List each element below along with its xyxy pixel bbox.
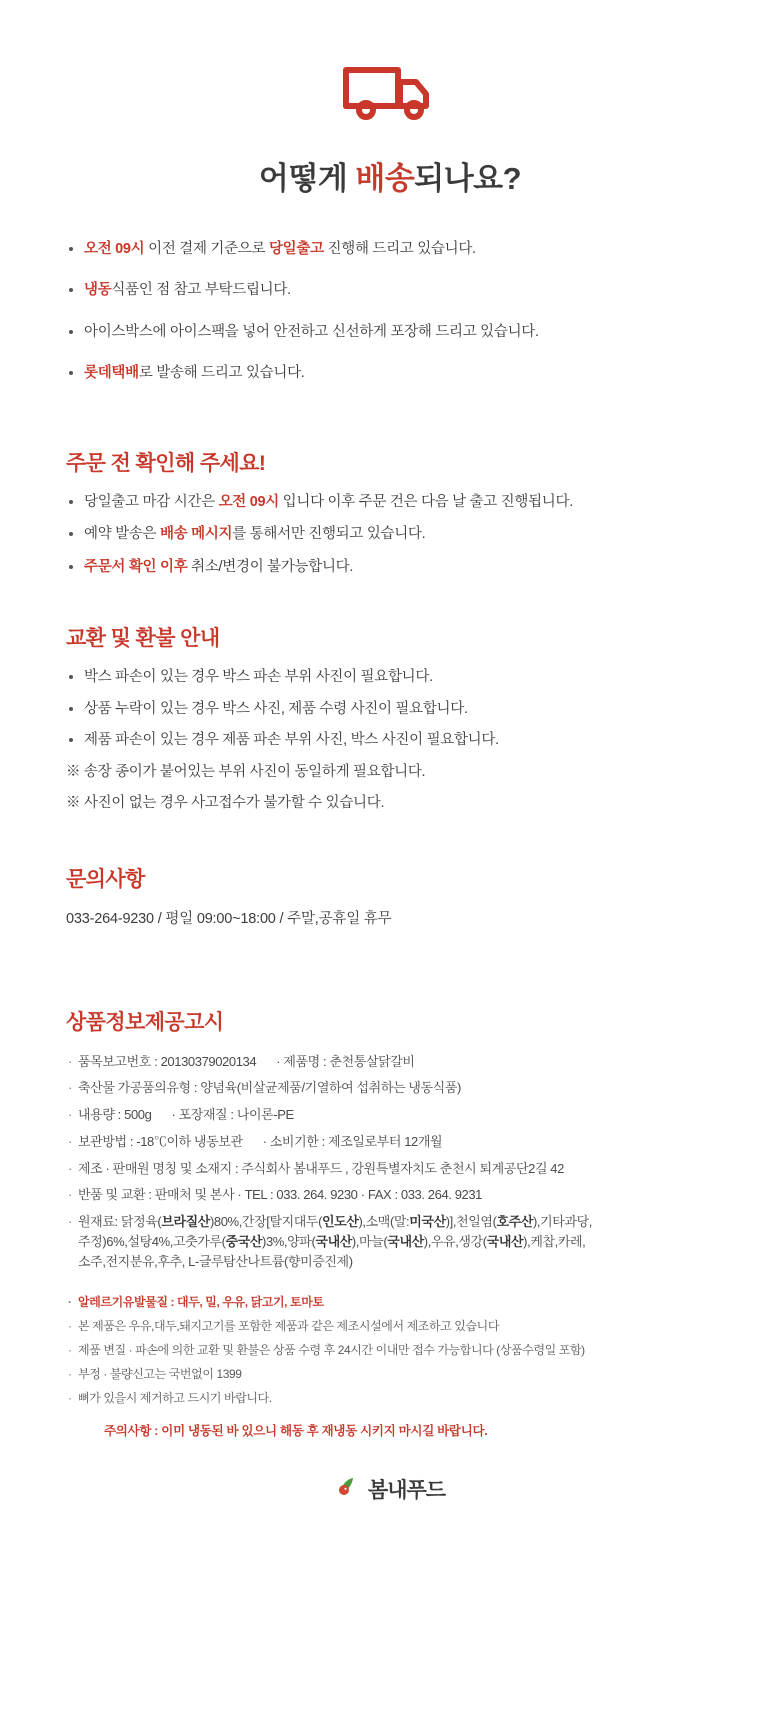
- footer-logo: [58, 1473, 722, 1538]
- ing-1b: 브라질산: [161, 1214, 210, 1230]
- exchange-bullet-list: [66, 666, 722, 751]
- check-before-order-section: [58, 447, 722, 578]
- delivery-section: [58, 238, 722, 385]
- list-item: [66, 556, 722, 578]
- check-item-1-post: 를 통해서만 진행되고 있습니다.: [232, 526, 426, 543]
- ing-1c: )80%,간장[탈지대두(: [209, 1214, 323, 1230]
- list-item: · 부정 · 불량신고는 국번없이 1399: [66, 1365, 722, 1383]
- page-title-part3: 되나요?: [414, 161, 522, 196]
- info-row-4-label: 제조 · 판매원 명칭 및 소재지 : 주식회사 봄내푸드 , 강원특별자치도 춘천시 퇴계공단2길 42: [78, 1160, 564, 1176]
- check-item-2-post: 취소/변경이 불가능합니다.: [187, 558, 354, 575]
- ing-2a: 주정)6%,설탕4%,고춧가루(: [78, 1233, 226, 1249]
- contact-section: [58, 863, 722, 928]
- info-row-3-extra: · 소비기한 : 제조일로부터 12개월: [262, 1133, 443, 1149]
- caution-text: 주의사항 : 이미 냉동된 바 있으니 해동 후 재냉동 시키지 마시길 바랍니다.: [104, 1424, 488, 1439]
- list-item: [66, 1105, 722, 1125]
- list-item: [66, 362, 722, 384]
- section-title-product-info: 상품정보제공고시: [66, 1010, 224, 1034]
- check-item-2-hl: 주문서 확인 이후: [84, 558, 188, 575]
- check-item-0-pre: 당일출고 마감 시간은: [84, 493, 219, 510]
- list-item: · 본 제품은 우유,대두,돼지고기를 포함한 제품과 같은 제조시설에서 제조하고 있습니다: [66, 1317, 722, 1335]
- ing-2h: 국내산: [486, 1233, 524, 1249]
- delivery-item-3-a: 롯데택배: [84, 365, 139, 382]
- list-item: [66, 1052, 722, 1072]
- ing-1f: 미국산: [409, 1214, 446, 1230]
- section-title-check: 주문 전 확인해 주세요!: [66, 451, 266, 475]
- section-title-exchange: 교환 및 환불 안내: [66, 627, 220, 651]
- info-row-2-label: 내용량 : 500g: [78, 1107, 152, 1123]
- list-item: · 알레르기유발물질 : 대두, 밀, 우유, 닭고기, 토마토: [66, 1293, 722, 1311]
- list-item: [66, 279, 722, 301]
- delivery-item-1-a: 냉동: [84, 282, 112, 299]
- list-item: [66, 1078, 722, 1098]
- check-item-1-hl: 배송 메시지: [160, 526, 233, 543]
- info-row-0-label: 품목보고번호 : 20130379020134: [78, 1053, 257, 1069]
- list-item: 박스 파손이 있는 경우 박스 파손 부위 사진이 필요합니다.: [66, 666, 722, 688]
- ing-2e: ),마늘(: [351, 1233, 388, 1249]
- ing-2i: ),케찹,카레,: [523, 1233, 586, 1249]
- delivery-item-0-b: 이전 결제 기준으로: [144, 241, 269, 257]
- check-item-1-pre: 예약 발송은: [84, 526, 160, 543]
- allergy-list: [66, 1293, 722, 1407]
- ingredients-label: 원재료:: [78, 1214, 121, 1230]
- delivery-item-3-b: 로 발송해 드리고 있습니다.: [138, 365, 305, 382]
- ing-1i: ),기타과당,: [533, 1214, 592, 1230]
- ing-3: 소주,전지분유,후추, L-글루탐산나트륨(향미증진제): [78, 1253, 353, 1269]
- page-title: [58, 153, 722, 198]
- brand-name: 봄내푸드: [367, 1478, 446, 1502]
- exchange-refund-section: [58, 622, 722, 814]
- check-item-0-post: 입니다 이후 주문 건은 다음 날 출고 진행됩니다.: [278, 493, 573, 510]
- info-row-2-extra: · 포장재질 : 나이론-PE: [171, 1107, 294, 1123]
- ing-2f: 국내산: [387, 1233, 424, 1249]
- list-item: [66, 1132, 722, 1152]
- info-row-1-label: 축산물 가공품의유형 : 양념육(비살균제품/기열하여 섭취하는 냉동식품): [78, 1080, 461, 1096]
- ing-1d: 인도산: [322, 1214, 359, 1230]
- list-item: [66, 491, 722, 513]
- list-item: [66, 523, 722, 545]
- exchange-note-1: ※ 사진이 없는 경우 사고접수가 불가할 수 있습니다.: [66, 795, 385, 812]
- ing-1h: 호주산: [496, 1214, 533, 1230]
- delivery-truck-icon: [340, 113, 440, 130]
- list-item: 제품 파손이 있는 경우 제품 파손 부위 사진, 박스 사진이 필요합니다.: [66, 729, 722, 751]
- ing-1a: 닭정육(: [120, 1214, 162, 1230]
- check-item-0-hl: 오전 09시: [218, 493, 279, 510]
- delivery-item-2-b: 아이스박스에 아이스팩을 넣어 안전하고 신선하게 포장해 드리고 있습니다.: [84, 323, 539, 340]
- list-item: [66, 238, 722, 260]
- contact-line: 033-264-9230 / 평일 09:00~18:00 / 주말,공휴일 휴무: [66, 910, 392, 927]
- section-title-contact: 문의사항: [66, 867, 145, 891]
- ingredients-row: [66, 1212, 722, 1271]
- delivery-item-0-d: 진행해 드리고 있습니다.: [323, 241, 476, 257]
- ing-2d: 국내산: [315, 1233, 352, 1249]
- truck-icon-wrap: [58, 0, 722, 131]
- list-item: · 제품 변질 · 파손에 의한 교환 및 환불은 상품 수령 후 24시간 이내만 접수 가능합니다 (상품수령일 포함): [66, 1341, 722, 1359]
- info-row-3-label: 보관방법 : -18℃이하 냉동보관: [78, 1133, 243, 1149]
- ing-1e: ),소맥(말:: [358, 1214, 410, 1230]
- list-item: [66, 1185, 722, 1205]
- ing-2c: )3%,양파(: [262, 1233, 316, 1249]
- ing-2b: 중국산: [225, 1233, 263, 1249]
- exchange-note-0: ※ 송장 종이가 붙어있는 부위 사진이 동일하게 필요합니다.: [66, 763, 426, 780]
- delivery-item-0-a: 오전 09시: [84, 241, 145, 257]
- product-info-list: [66, 1052, 722, 1272]
- ing-1g: )],천일염(: [445, 1214, 497, 1230]
- info-row-5-label: 반품 및 교환 : 판매처 및 본사 · TEL : 033. 264. 9230 · FAX : 033. 264. 9231: [78, 1187, 483, 1203]
- product-info-section: [58, 1006, 722, 1440]
- list-item: · 뼈가 있을시 제거하고 드시기 바랍니다.: [66, 1389, 722, 1407]
- page-title-part2: 배송: [355, 161, 415, 196]
- ing-2g: ),우유,생강(: [423, 1233, 487, 1249]
- delivery-bullet-list: [66, 238, 722, 385]
- bomnae-mascot-icon: [335, 1473, 361, 1504]
- delivery-item-1-b: 식품인 점 참고 부탁드립니다.: [111, 282, 291, 299]
- info-row-0-extra: · 제품명 : 춘천통살닭갈비: [276, 1053, 415, 1069]
- check-bullet-list: [66, 491, 722, 578]
- delivery-item-0-c: 당일출고: [268, 241, 324, 257]
- list-item: [66, 321, 722, 343]
- list-item: 상품 누락이 있는 경우 박스 사진, 제품 수령 사진이 필요합니다.: [66, 698, 722, 720]
- page-title-part1: 어떻게: [258, 161, 356, 196]
- list-item: [66, 1159, 722, 1179]
